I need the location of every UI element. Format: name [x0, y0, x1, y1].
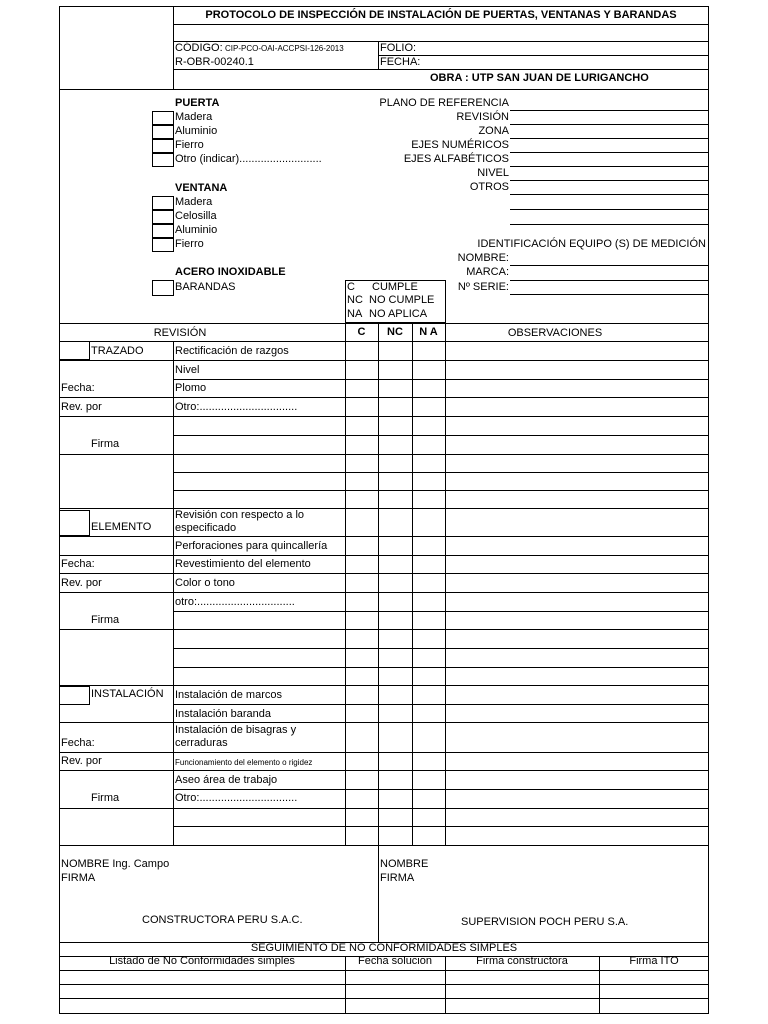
right-firma-label: FIRMA: [380, 872, 415, 884]
inspection-item: Color o tono: [175, 577, 235, 589]
firma-label: Firma: [91, 438, 120, 450]
inspection-item: Instalación baranda: [175, 708, 272, 720]
inspection-item: otro:................................: [175, 596, 295, 608]
seguimiento-column: Fecha solucion: [358, 955, 432, 967]
instalacion-checkbox[interactable]: [59, 686, 90, 705]
c-header: C: [357, 326, 366, 338]
section-title-trazado: TRAZADO: [91, 345, 144, 357]
equipo-line[interactable]: [510, 265, 709, 266]
barandas-checkbox[interactable]: [152, 280, 174, 296]
referencia-line[interactable]: [510, 180, 709, 181]
registro-code: R-OBR-00240.1: [175, 56, 254, 68]
referencia-line[interactable]: [510, 124, 709, 125]
puerta-option: Otro (indicar)...........................: [175, 153, 322, 165]
referencia-line[interactable]: [510, 110, 709, 111]
equipo-line[interactable]: [510, 294, 709, 295]
inspection-item: Otro:................................: [175, 792, 298, 804]
equipo-label: MARCA:: [466, 266, 509, 278]
observaciones-header: OBSERVACIONES: [507, 327, 603, 339]
legend-meaning: NO CUMPLE: [369, 294, 435, 306]
revision-header: REVISIÓN: [153, 327, 207, 339]
legend-meaning: NO APLICA: [369, 308, 428, 320]
referencia-label: OTROS: [469, 181, 509, 193]
referencia-line[interactable]: [510, 166, 709, 167]
rev-por-label: Rev. por: [61, 755, 102, 767]
fecha-label: Fecha:: [61, 558, 95, 570]
inspection-item: Revisión con respecto a lo especificado: [175, 509, 305, 534]
firma-label: Firma: [91, 614, 120, 626]
acero-option: BARANDAS: [175, 281, 236, 293]
referencia-line[interactable]: [510, 138, 709, 139]
ventana-option: Madera: [175, 196, 213, 208]
legend-code: NC: [347, 294, 363, 306]
ventana-title: VENTANA: [175, 182, 228, 194]
right-company: SUPERVISION POCH PERU S.A.: [461, 916, 629, 928]
equipo-title: IDENTIFICACIÓN EQUIPO (S) DE MEDICIÓN: [477, 238, 706, 250]
rev-por-label: Rev. por: [61, 577, 102, 589]
inspection-item: Funcionamiento del elemento o rigidez: [175, 758, 313, 767]
referencia-label: ZONA: [478, 125, 509, 137]
puerta-title: PUERTA: [175, 97, 220, 109]
ventana-fierro-checkbox[interactable]: [152, 238, 174, 252]
section-title-elemento: ELEMENTO: [91, 521, 152, 533]
referencia-label: EJES NUMÉRICOS: [411, 139, 509, 151]
seguimiento-column: Firma ITO: [629, 955, 679, 967]
right-name-label: NOMBRE: [380, 858, 429, 870]
referencia-label: NIVEL: [477, 167, 509, 179]
folio-label: FOLIO:: [380, 42, 417, 54]
inspection-item: Instalación de bisagras y cerraduras: [175, 724, 297, 749]
codigo-label: CÓDIGO:: [175, 42, 223, 54]
inspection-item: Aseo área de trabajo: [175, 774, 278, 786]
obra-label: OBRA : UTP SAN JUAN DE LURIGANCHO: [430, 72, 649, 84]
legend-code: C: [347, 281, 355, 293]
trazado-checkbox[interactable]: [59, 341, 90, 360]
elemento-checkbox[interactable]: [59, 510, 90, 536]
seguimiento-title: SEGUIMIENTO DE NO CONFORMIDADES SIMPLES: [250, 942, 518, 954]
referencia-line[interactable]: [510, 194, 709, 195]
referencia-line[interactable]: [510, 152, 709, 153]
puerta-option: Fierro: [175, 139, 204, 151]
fecha-label: FECHA:: [380, 56, 421, 68]
firma-label: Firma: [91, 792, 120, 804]
puerta-fierro-checkbox[interactable]: [152, 139, 174, 153]
rev-por-label: Rev. por: [61, 401, 102, 413]
inspection-item: Plomo: [175, 382, 207, 394]
puerta-otro-checkbox[interactable]: [152, 153, 174, 167]
fecha-label: Fecha:: [61, 737, 95, 749]
seguimiento-row[interactable]: [59, 998, 709, 999]
codigo-value: CIP-PCO-OAI-ACCPSI-126-2013: [225, 44, 344, 53]
equipo-label: NOMBRE:: [457, 252, 509, 264]
equipo-line[interactable]: [510, 280, 709, 281]
legend-meaning: CUMPLE: [372, 281, 418, 293]
inspection-item: Otro:................................: [175, 401, 298, 413]
left-name-label: NOMBRE Ing. Campo: [61, 858, 170, 870]
inspection-item: Perforaciones para quincallería: [175, 540, 328, 552]
puerta-option: Aluminio: [175, 125, 218, 137]
ventana-option: Aluminio: [175, 224, 218, 236]
ventana-option: Celosilla: [175, 210, 217, 222]
inspection-item: Revestimiento del elemento: [175, 558, 311, 570]
ventana-madera-checkbox[interactable]: [152, 196, 174, 210]
fecha-label: Fecha:: [61, 382, 95, 394]
ventana-option: Fierro: [175, 238, 204, 250]
inspection-item: Instalación de marcos: [175, 689, 282, 701]
ventana-aluminio-checkbox[interactable]: [152, 224, 174, 238]
seguimiento-column: Firma constructora: [476, 955, 568, 967]
equipo-label: Nº SERIE:: [457, 281, 509, 293]
left-firma-label: FIRMA: [61, 872, 96, 884]
inspection-item: Rectificación de razgos: [175, 345, 289, 357]
puerta-aluminio-checkbox[interactable]: [152, 125, 174, 139]
ventana-celosilla-checkbox[interactable]: [152, 210, 174, 224]
acero-title: ACERO INOXIDABLE: [175, 266, 286, 278]
nc-header: NC: [387, 326, 403, 338]
legend-code: NA: [347, 308, 363, 320]
seguimiento-column: Listado de No Conformidades simples: [109, 955, 295, 967]
inspection-item: Nivel: [175, 364, 200, 376]
na-header: N A: [419, 326, 438, 338]
referencia-label: PLANO DE REFERENCIA: [379, 97, 509, 109]
puerta-madera-checkbox[interactable]: [152, 111, 174, 125]
referencia-line[interactable]: [510, 224, 709, 225]
form-title: PROTOCOLO DE INSPECCIÓN DE INSTALACIÓN DE PUERTAS, VENTANAS Y BARANDAS: [205, 9, 677, 21]
left-company: CONSTRUCTORA PERU S.A.C.: [142, 914, 303, 926]
puerta-option: Madera: [175, 111, 213, 123]
seguimiento-row[interactable]: [59, 984, 709, 985]
referencia-label: REVISIÓN: [456, 111, 509, 123]
section-title-instalacion: INSTALACIÓN: [91, 688, 164, 700]
referencia-label: EJES ALFABÉTICOS: [403, 153, 509, 165]
referencia-line[interactable]: [510, 209, 709, 210]
